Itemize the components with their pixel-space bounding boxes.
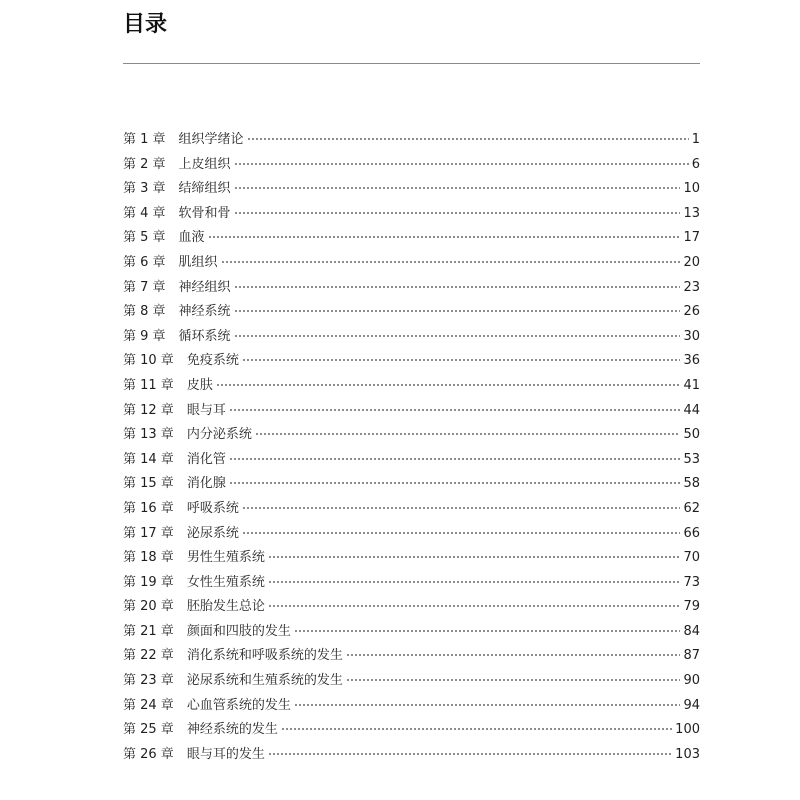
- toc-entry[interactable]: [123, 669, 700, 694]
- chapter-number: 第 1 章: [123, 132, 166, 147]
- page-number: 62: [683, 500, 700, 516]
- page-number: 6: [691, 156, 700, 172]
- page-number: 94: [683, 697, 700, 713]
- chapter-number: 第 7 章: [123, 279, 166, 295]
- toc-entry[interactable]: [123, 226, 700, 251]
- dot-leader: [234, 187, 681, 189]
- page-number: 41: [683, 377, 700, 393]
- chapter-title: 神经系统: [178, 304, 231, 320]
- dot-leader: [346, 654, 681, 656]
- page-number: 58: [683, 476, 700, 492]
- dot-leader: [229, 482, 681, 484]
- chapter-title: 循环系统: [178, 328, 231, 344]
- chapter-title: 免疫系统: [186, 353, 239, 369]
- dot-leader: [234, 163, 689, 165]
- chapter-number: 第 9 章: [123, 328, 166, 344]
- chapter-number: 第 17 章: [123, 525, 174, 541]
- toc-entry[interactable]: [123, 620, 700, 645]
- chapter-number: 第 25 章: [123, 722, 174, 738]
- chapter-number: 第 24 章: [123, 697, 174, 713]
- chapter-number: 第 26 章: [123, 746, 174, 762]
- page-number: 26: [683, 304, 700, 320]
- chapter-title: 男性生殖系统: [186, 550, 265, 566]
- toc-entry[interactable]: [123, 325, 700, 350]
- chapter-number: 第 11 章: [123, 377, 174, 393]
- chapter-number: 第 5 章: [123, 230, 166, 246]
- dot-leader: [242, 532, 681, 534]
- page-number: 90: [683, 673, 700, 689]
- dot-leader: [242, 359, 681, 361]
- chapter-title: 颜面和四肢的发生: [186, 623, 291, 639]
- toc-entry[interactable]: [123, 374, 700, 399]
- chapter-number: 第 13 章: [123, 427, 174, 443]
- chapter-title: 皮肤: [186, 377, 213, 393]
- page-number: 73: [683, 574, 700, 590]
- dot-leader: [234, 310, 681, 312]
- chapter-number: 第 15 章: [123, 476, 174, 492]
- toc-entry[interactable]: [123, 300, 700, 325]
- chapter-title: 消化管: [186, 451, 226, 467]
- dot-leader: [247, 138, 689, 140]
- dot-leader: [234, 335, 681, 337]
- dot-leader: [242, 507, 681, 509]
- page-number: 30: [683, 328, 700, 344]
- page-number: 17: [683, 230, 700, 246]
- dot-leader: [268, 753, 672, 755]
- page-number: 103: [675, 746, 700, 762]
- dot-leader: [346, 679, 681, 681]
- toc-entry[interactable]: [123, 202, 700, 227]
- dot-leader: [234, 286, 681, 288]
- toc-entry[interactable]: [123, 276, 700, 301]
- chapter-title: 上皮组织: [178, 156, 231, 172]
- chapter-number: 第 4 章: [123, 205, 166, 221]
- chapter-number: 第 18 章: [123, 550, 174, 566]
- page-number: 1: [691, 132, 700, 147]
- chapter-title: 肌组织: [178, 254, 218, 270]
- table-of-contents: [123, 128, 700, 767]
- chapter-title: 组织学绪论: [178, 132, 244, 147]
- page-number: 87: [683, 648, 700, 664]
- chapter-number: 第 2 章: [123, 156, 166, 172]
- dot-leader: [268, 605, 681, 607]
- toc-entry[interactable]: [123, 251, 700, 276]
- dot-leader: [294, 704, 681, 706]
- chapter-title: 眼与耳的发生: [186, 746, 265, 762]
- chapter-title: 泌尿系统: [186, 525, 239, 541]
- chapter-number: 第 21 章: [123, 623, 174, 639]
- page-number: 84: [683, 623, 700, 639]
- dot-leader: [234, 212, 681, 214]
- chapter-title: 消化腺: [186, 476, 226, 492]
- chapter-number: 第 8 章: [123, 304, 166, 320]
- dot-leader: [229, 409, 681, 411]
- dot-leader: [268, 581, 681, 583]
- page-number: 36: [683, 353, 700, 369]
- page-number: 10: [683, 181, 700, 197]
- chapter-title: 结缔组织: [178, 181, 231, 197]
- page-title: 目录: [123, 12, 168, 37]
- chapter-number: 第 19 章: [123, 574, 174, 590]
- toc-entry[interactable]: [123, 349, 700, 374]
- page-number: 13: [683, 205, 700, 221]
- chapter-title: 内分泌系统: [186, 427, 252, 443]
- page-number: 100: [675, 722, 700, 738]
- page-number: 23: [683, 279, 700, 295]
- toc-entry[interactable]: [123, 472, 700, 497]
- page-number: 53: [683, 451, 700, 467]
- page-number: 44: [683, 402, 700, 418]
- chapter-number: 第 3 章: [123, 181, 166, 197]
- chapter-title: 神经系统的发生: [186, 722, 278, 738]
- toc-entry[interactable]: [123, 423, 700, 448]
- dot-leader: [294, 630, 681, 632]
- chapter-number: 第 16 章: [123, 500, 174, 516]
- dot-leader: [221, 261, 681, 263]
- toc-entry[interactable]: [123, 694, 700, 719]
- toc-entry[interactable]: [123, 177, 700, 202]
- toc-entry[interactable]: [123, 128, 700, 153]
- chapter-title: 血液: [178, 230, 205, 246]
- toc-entry[interactable]: [123, 718, 700, 743]
- page-number: 50: [683, 427, 700, 443]
- toc-entry[interactable]: [123, 743, 700, 768]
- toc-entry[interactable]: [123, 399, 700, 424]
- chapter-title: 软骨和骨: [178, 205, 231, 221]
- chapter-title: 泌尿系统和生殖系统的发生: [186, 673, 343, 689]
- dot-leader: [216, 384, 681, 386]
- title-divider: [123, 63, 700, 64]
- dot-leader: [268, 556, 681, 558]
- page-number: 66: [683, 525, 700, 541]
- page-number: 70: [683, 550, 700, 566]
- page-number: 20: [683, 254, 700, 270]
- chapter-number: 第 20 章: [123, 599, 174, 615]
- toc-entry[interactable]: [123, 497, 700, 522]
- toc-entry[interactable]: [123, 595, 700, 620]
- chapter-title: 眼与耳: [186, 402, 226, 418]
- chapter-number: 第 22 章: [123, 648, 174, 664]
- toc-entry[interactable]: [123, 153, 700, 178]
- page-number: 79: [683, 599, 700, 615]
- chapter-title: 神经组织: [178, 279, 231, 295]
- dot-leader: [281, 728, 672, 730]
- chapter-title: 女性生殖系统: [186, 574, 265, 590]
- dot-leader: [255, 433, 681, 435]
- chapter-title: 呼吸系统: [186, 500, 239, 516]
- toc-entry[interactable]: [123, 644, 700, 669]
- chapter-number: 第 14 章: [123, 451, 174, 467]
- chapter-number: 第 12 章: [123, 402, 174, 418]
- toc-entry[interactable]: [123, 448, 700, 473]
- chapter-title: 心血管系统的发生: [186, 697, 291, 713]
- chapter-title: 胚胎发生总论: [186, 599, 265, 615]
- chapter-number: 第 6 章: [123, 254, 166, 270]
- chapter-number: 第 23 章: [123, 673, 174, 689]
- toc-entry[interactable]: [123, 571, 700, 596]
- toc-entry[interactable]: [123, 522, 700, 547]
- toc-entry[interactable]: [123, 546, 700, 571]
- chapter-number: 第 10 章: [123, 353, 174, 369]
- chapter-title: 消化系统和呼吸系统的发生: [186, 648, 343, 664]
- dot-leader: [208, 236, 681, 238]
- dot-leader: [229, 458, 681, 460]
